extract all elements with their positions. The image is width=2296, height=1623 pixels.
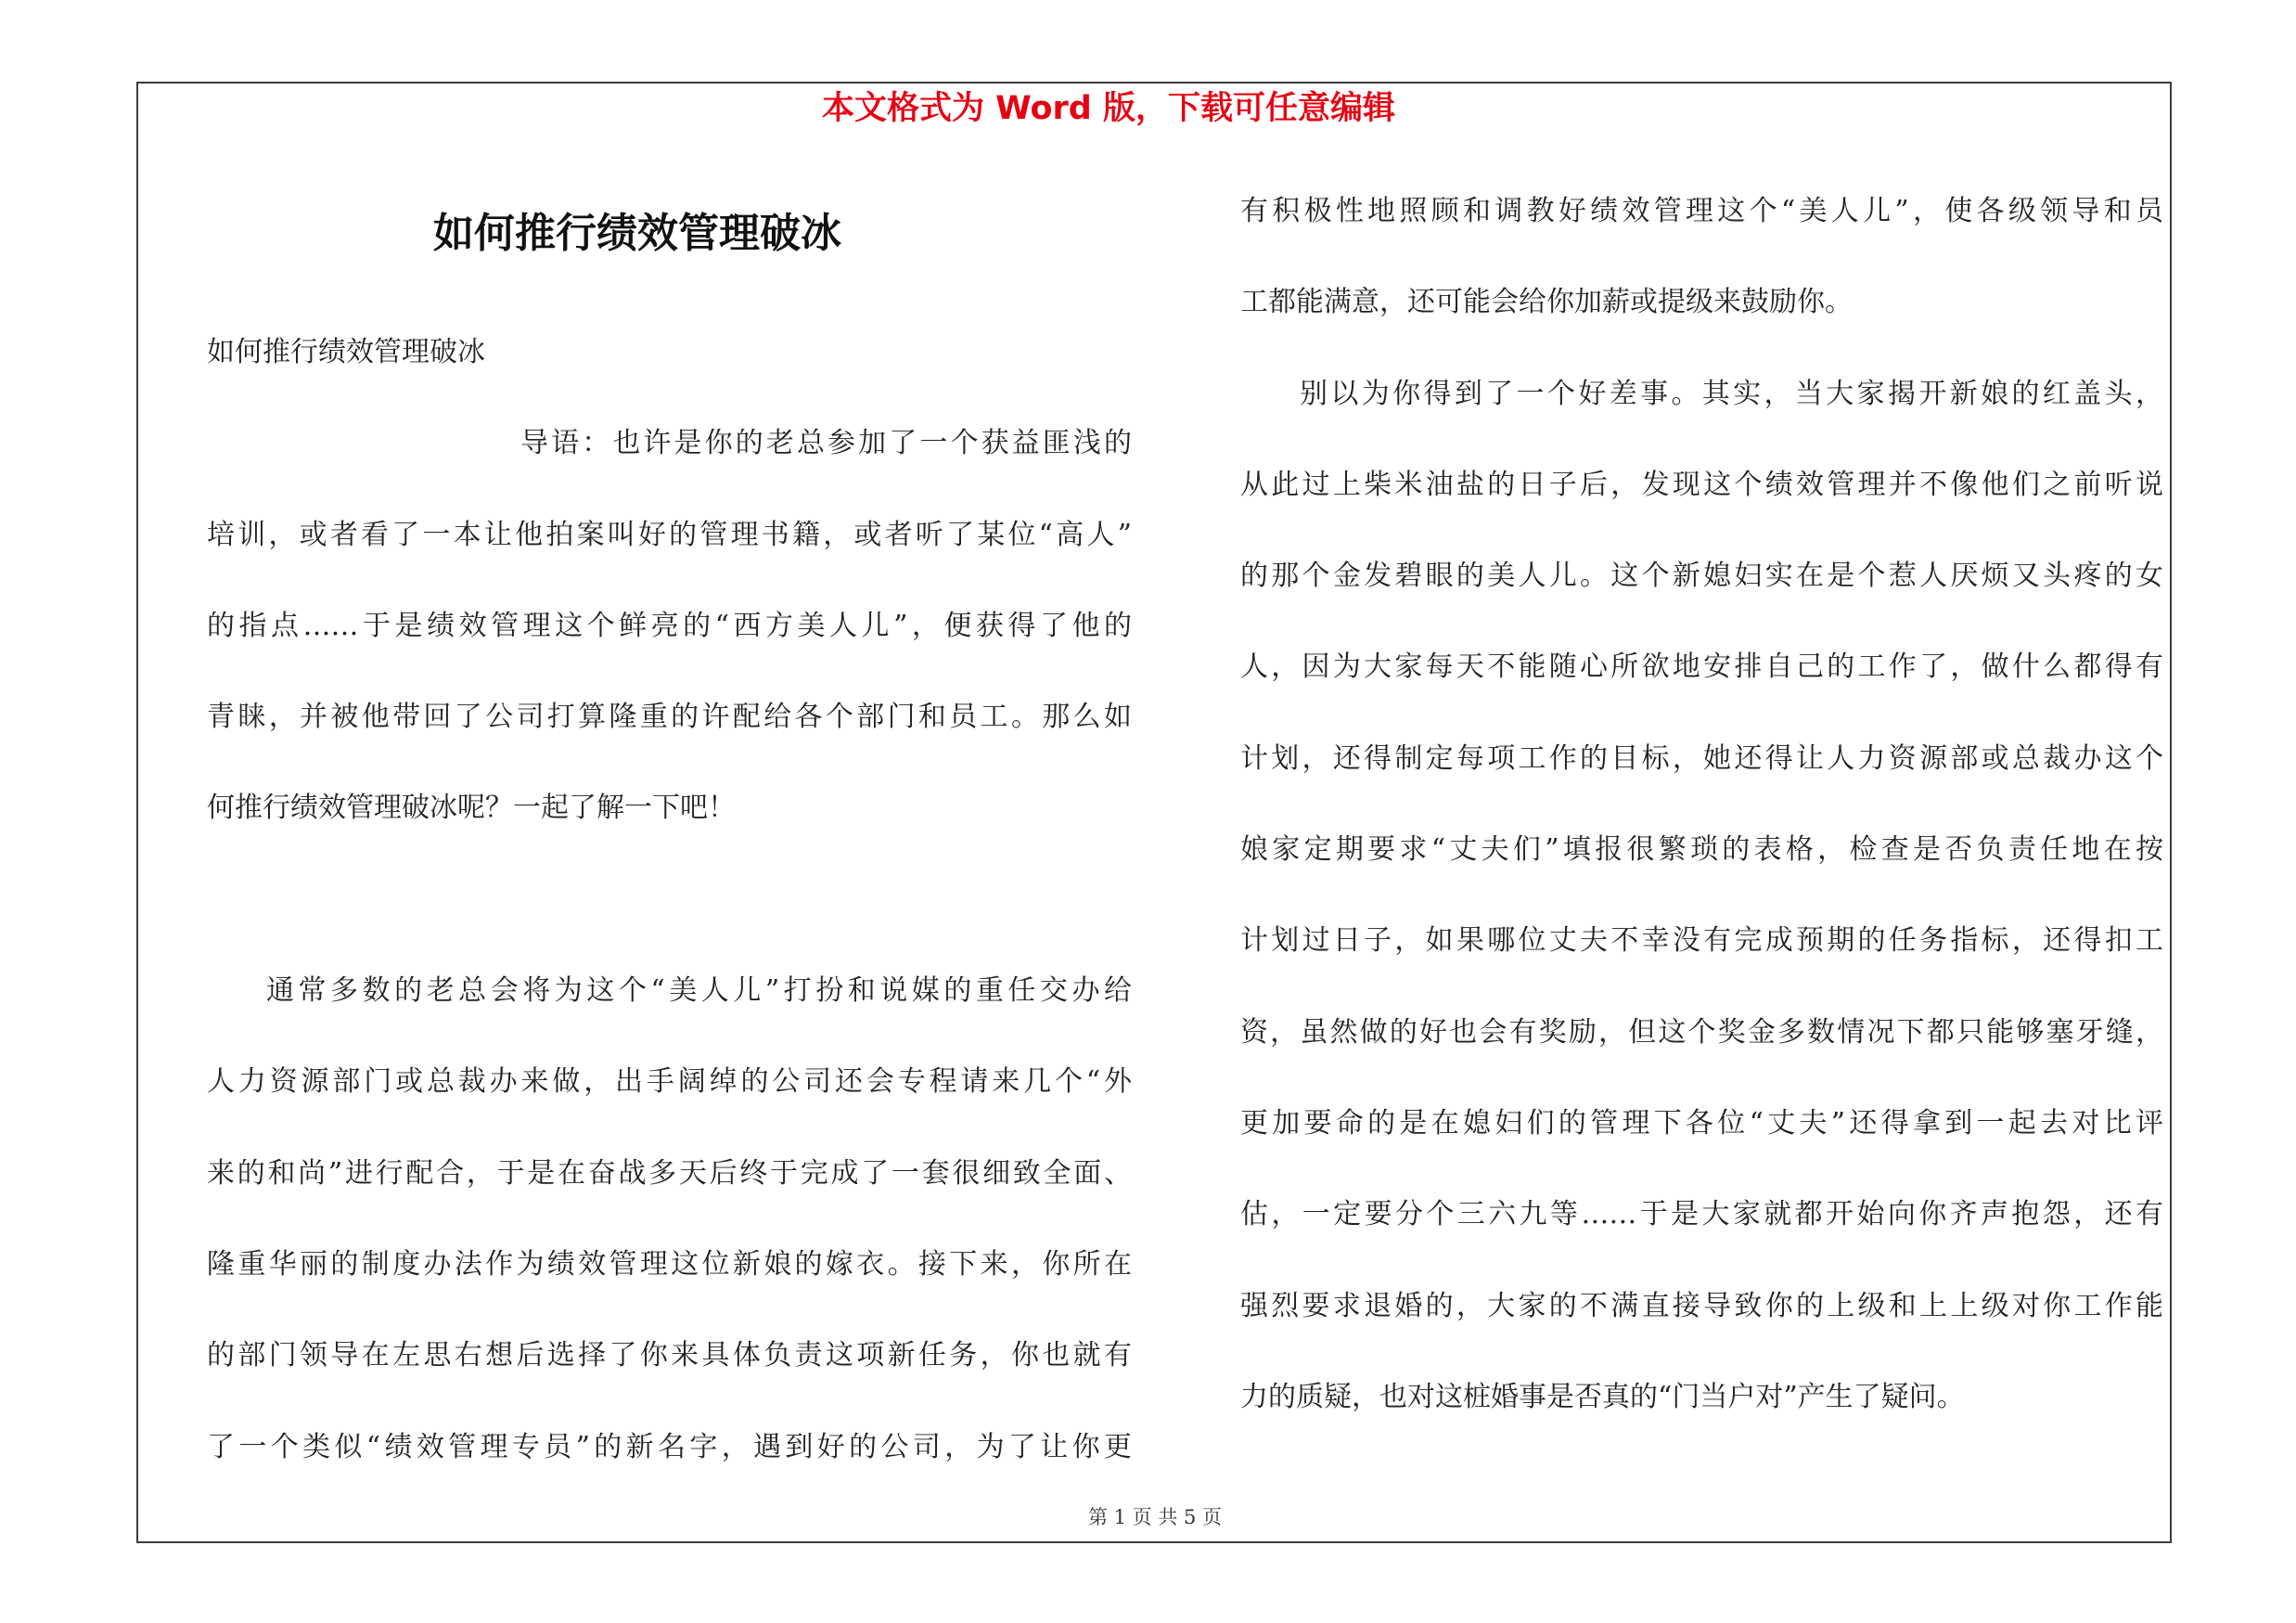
right-column-line: 力的质疑，也对这桩婚事是否真的“门当户对”产生了疑问。 (1240, 1380, 1965, 1413)
right-column (1240, 166, 2163, 1443)
left-column (207, 307, 1132, 1493)
right-column-line: 别以为你得到了一个好差事。其实，当大家揭开新娘的红盖头， (1300, 377, 2163, 410)
right-column-line: 有积极性地照顾和调教好绩效管理这个“美人儿”，使各级领导和员 (1240, 195, 2163, 227)
left-column-line: 青睐，并被他带回了公司打算隆重的许配给各个部门和员工。那么如 (207, 701, 1132, 734)
left-column-line: 通常多数的老总会将为这个“美人儿”打扮和说媒的重任交办给 (266, 974, 1132, 1008)
page-number: 第 1 页 共 5 页 (1087, 1506, 1223, 1528)
right-column-line: 强烈要求退婚的，大家的不满直接导致你的上级和上上级对你工作能 (1240, 1289, 2163, 1322)
left-column-line: 来的和尚”进行配合，于是在奋战多天后终于完成了一套很细致全面、 (207, 1156, 1132, 1190)
left-column-line: 了一个类似“绩效管理专员”的新名字，遇到好的公司，为了让你更 (207, 1430, 1132, 1463)
left-column-line: 的部门领导在左思右想后选择了你来具体负责这项新任务，你也就有 (207, 1339, 1132, 1372)
right-column-line: 娘家定期要求“丈夫们”填报很繁琐的表格，检查是否负责任地在按 (1240, 833, 2163, 867)
right-column-line: 资，虽然做的好也会有奖励，但这个奖金多数情况下都只能够塞牙缝， (1240, 1015, 2163, 1049)
left-column-line: 导语：也许是你的老总参加了一个获益匪浅的 (520, 427, 1132, 460)
right-column-line: 更加要命的是在媳妇们的管理下各位“丈夫”还得拿到一起去对比评 (1240, 1106, 2163, 1140)
right-column-line: 工都能满意，还可能会给你加薪或提级来鼓励你。 (1240, 286, 1853, 319)
right-column-line: 计划，还得制定每项工作的目标，她还得让人力资源部或总裁办这个 (1240, 741, 2163, 775)
right-column-line: 从此过上柴米油盐的日子后，发现这个绩效管理并不像他们之前听说 (1240, 468, 2163, 501)
left-column-line: 培训，或者看了一本让他拍案叫好的管理书籍，或者听了某位“高人” (207, 518, 1132, 551)
right-column-line: 计划过日子，如果哪位丈夫不幸没有完成预期的任务指标，还得扣工 (1240, 924, 2163, 958)
right-column-line: 人，因为大家每天不能随心所欲地安排自己的工作了，做什么都得有 (1240, 650, 2163, 684)
format-notice: 本文格式为 Word 版，下载可任意编辑 (821, 90, 1396, 127)
left-column-line: 隆重华丽的制度办法作为绩效管理这位新娘的嫁衣。接下来，你所在 (207, 1247, 1132, 1281)
left-column-line: 如何推行绩效管理破冰 (207, 336, 485, 368)
paragraph-spacer (207, 855, 1132, 946)
left-column-line: 人力资源部门或总裁办来做，出手阔绰的公司还会专程请来几个“外 (207, 1065, 1132, 1099)
document-title: 如何推行绩效管理破冰 (433, 210, 841, 257)
right-column-line: 的那个金发碧眼的美人儿。这个新媳妇实在是个惹人厌烦又头疼的女 (1240, 560, 2163, 593)
left-column-line: 何推行绩效管理破冰呢？一起了解一下吧！ (207, 792, 736, 825)
right-column-line: 估，一定要分个三六九等……于是大家就都开始向你齐声抱怨，还有 (1240, 1198, 2163, 1231)
left-column-line: 的指点……于是绩效管理这个鲜亮的“西方美人儿”，便获得了他的 (207, 609, 1132, 642)
